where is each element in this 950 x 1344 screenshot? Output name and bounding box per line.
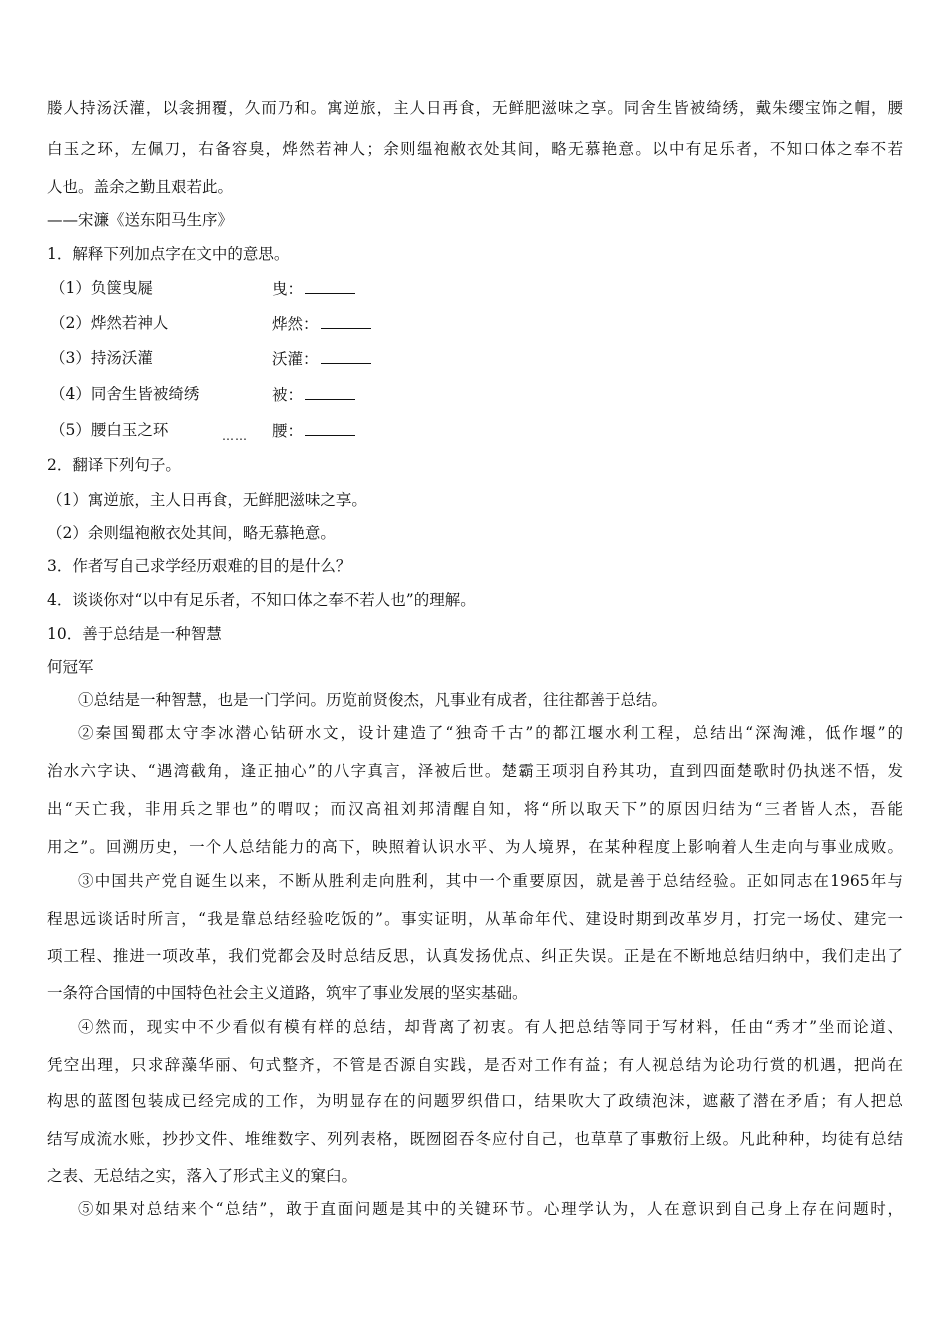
article-line: 凭空出理，只求辞藻华丽、句式整齐，不管是否源自实践，是否对工作有益；有人视总结为论功行赏的机遇，把尚在: [47, 1056, 903, 1074]
question-1-item: [50, 384, 906, 404]
question-10-title: 10．善于总结是一种智慧: [47, 625, 222, 643]
item-phrase: （3）持汤沃灌: [50, 349, 153, 367]
article-line: ③中国共产党自诞生以来，不断从胜利走向胜利，其中一个重要原因，就是善于总结经验。正如同志在1965年与: [78, 872, 903, 890]
article-line: 项工程、推进一项改革，我们党都会及时总结反思，认真发扬优点、纠正失误。正是在不断地总结归纳中，我们走出了: [47, 947, 903, 965]
item-phrase: （4）同舍生皆被绮绣: [50, 385, 200, 403]
answer-blank[interactable]: [321, 313, 371, 329]
answer-blank[interactable]: [305, 278, 355, 294]
answer-label: 沃灌：: [272, 350, 319, 368]
passage-line: 白玉之环，左佩刀，右备容臭，烨然若神人；余则缊袍敝衣处其间，略无慕艳意。以中有足乐者，不知口体之奉不若: [47, 140, 903, 158]
article-line: 治水六字诀、“遇湾截角，逢正抽心”的八字真言，泽被后世。楚霸王项羽自矜其功，直到四面楚歌时仍执迷不悟，发: [47, 762, 903, 780]
item-phrase: （2）烨然若神人: [50, 314, 169, 332]
question-1-item: [50, 278, 906, 298]
question-1-title: 1．解释下列加点字在文中的意思。: [47, 245, 290, 263]
answer-label: 被：: [272, 386, 304, 404]
article-line: ⑤如果对总结来个“总结”，敢于直面问题是其中的关键环节。心理学认为，人在意识到自己身上存在问题时，: [78, 1200, 903, 1218]
article-line: 一条符合国情的中国特色社会主义道路，筑牢了事业发展的坚实基础。: [47, 984, 528, 1002]
article-author: 何冠军: [47, 658, 94, 676]
question-3: 3．作者写自己求学经历艰难的目的是什么？: [47, 557, 352, 575]
article-line: 之表、无总结之实，落入了形式主义的窠臼。: [47, 1167, 358, 1185]
source-citation: ——宋濂《送东阳马生序》: [47, 211, 234, 229]
question-2-item: （2）余则缊袍敝衣处其间，略无慕艳意。: [47, 524, 336, 542]
question-1-item: [50, 313, 906, 333]
article-line: ②秦国蜀郡太守李冰潜心钻研水文，设计建造了“独奇千古”的都江堰水利工程，总结出“深淘滩，低作堰”的: [78, 724, 903, 742]
passage-line: 人也。盖余之勤且艰若此。: [47, 178, 234, 196]
article-line: 程思远谈话时所言，“我是靠总结经验吃饭的”。事实证明，从革命年代、建设时期到改革岁月，打完一场仗、建完一: [47, 910, 903, 928]
question-1-item: [50, 420, 906, 443]
answer-blank[interactable]: [321, 348, 371, 364]
answer-blank[interactable]: [305, 420, 355, 436]
article-line: 用之”。回溯历史，一个人总结能力的高下，映照着认识水平、为人境界，在某种程度上影响着人生走向与事业成败。: [47, 838, 903, 856]
question-4: 4．谈谈你对“以中有足乐者，不知口体之奉不若人也”的理解。: [47, 591, 476, 609]
answer-label: 腰：: [272, 422, 304, 440]
article-line: ①总结是一种智慧，也是一门学问。历览前贤俊杰，凡事业有成者，往往都善于总结。: [78, 691, 668, 709]
item-phrase: （1）负箧曳屣: [50, 279, 153, 297]
question-2-item: （1）寓逆旅，主人日再食，无鲜肥滋味之享。: [47, 491, 367, 509]
passage-line: 媵人持汤沃灌，以衾拥覆，久而乃和。寓逆旅，主人日再食，无鲜肥滋味之享。同舍生皆被绮绣，戴朱缨宝饰之帽，腰: [47, 99, 903, 117]
article-line: 构思的蓝图包装成已经完成的工作，为明显存在的问题罗织借口，结果吹大了政绩泡沫，遮蔽了潜在矛盾；有人把总: [47, 1092, 903, 1110]
answer-label: 烨然：: [272, 315, 319, 333]
question-1-item: [50, 348, 906, 368]
answer-blank[interactable]: [305, 384, 355, 400]
article-line: 出“天亡我，非用兵之罪也”的喟叹；而汉高祖刘邦清醒自知，将“所以取天下”的原因归结为“三者皆人杰，吾能: [47, 800, 903, 818]
question-2-title: 2．翻译下列句子。: [47, 456, 181, 474]
article-line: ④然而，现实中不少看似有模有样的总结，却背离了初衷。有人把总结等同于写材料，任由“秀才”坐而论道、: [78, 1018, 903, 1036]
emphasis-dots: ……: [222, 429, 248, 443]
article-line: 结写成流水账，抄抄文件、堆维数字、列列表格，既囫囵吞冬应付自己，也草草了事敷衍上级。凡此种种，均徒有总结: [47, 1130, 903, 1148]
answer-label: 曳：: [272, 280, 304, 298]
item-phrase: （5）腰白玉之环: [50, 421, 169, 439]
